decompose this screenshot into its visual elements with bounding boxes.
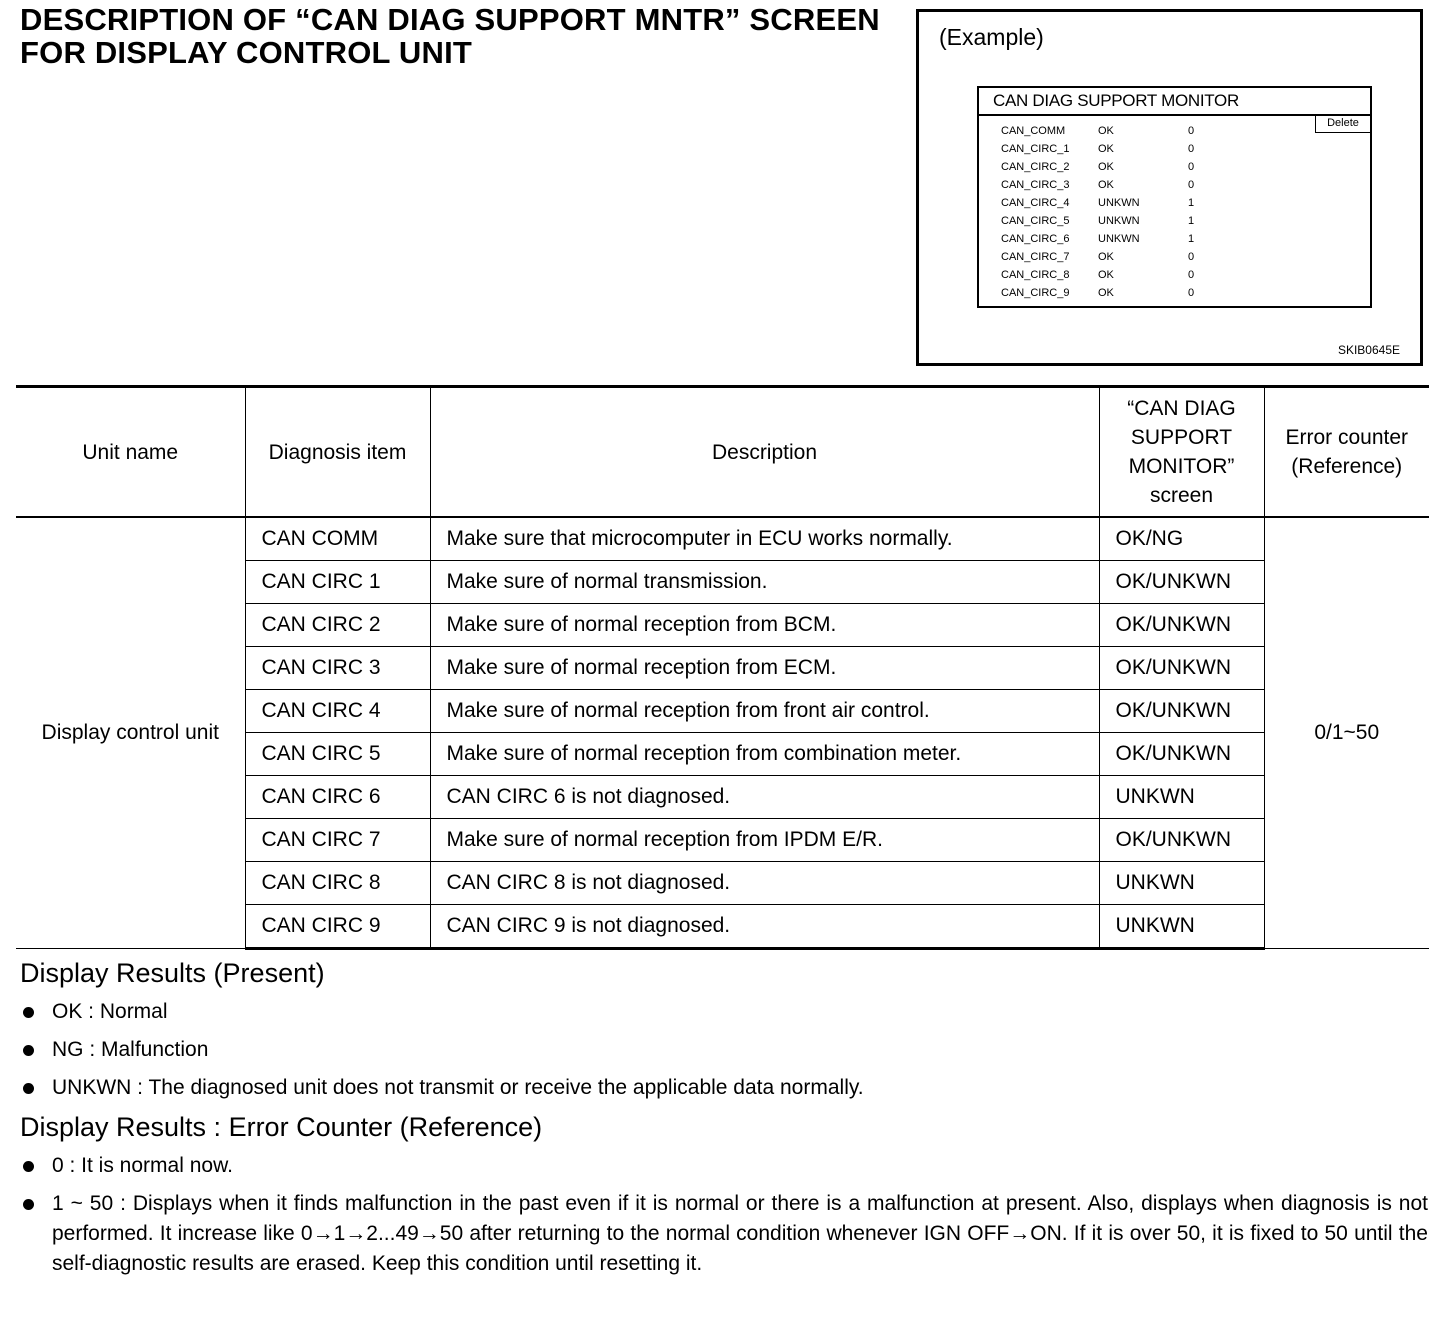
monitor-screen-cell: OK/UNKWN bbox=[1099, 647, 1264, 690]
monitor-row-count: 0 bbox=[1188, 125, 1195, 137]
monitor-row-count: 0 bbox=[1188, 161, 1195, 173]
monitor-row-name: CAN_CIRC_6 bbox=[1001, 233, 1070, 245]
description-cell: Make sure of normal reception from IPDM E/R. bbox=[430, 819, 1099, 862]
header-error-counter bbox=[1264, 387, 1429, 518]
figure-code: SKIB0645E bbox=[1337, 343, 1400, 357]
monitor-row-status: OK bbox=[1098, 287, 1114, 299]
header-counter-line: Error counter bbox=[1285, 426, 1409, 449]
monitor-row-count: 1 bbox=[1188, 215, 1195, 227]
monitor-row-status: OK bbox=[1098, 161, 1114, 173]
monitor-rows bbox=[1001, 122, 1208, 302]
bullet-text: 1 ~ 50 : Displays when it finds malfunction in the past even if it is normal or there is a malfunction at present. Also, displays when diagnosis is not performed. It increase like 0→1→2...49→50 after returning to the normal condition whenever IGN OFF→ON. If it is over 50, it is fixed to 50 until the self-diagnostic results are erased. Keep this condition until resetting it. bbox=[52, 1192, 1428, 1275]
monitor-row-count: 0 bbox=[1188, 179, 1195, 191]
diagnosis-item-cell: CAN CIRC 8 bbox=[245, 862, 430, 905]
description-cell: CAN CIRC 8 is not diagnosed. bbox=[430, 862, 1099, 905]
monitor-screen-cell: UNKWN bbox=[1099, 776, 1264, 819]
diagnosis-item-cell: CAN CIRC 3 bbox=[245, 647, 430, 690]
bullet-dot-icon bbox=[23, 1161, 34, 1172]
header-counter-line: (Reference) bbox=[1291, 455, 1403, 478]
monitor-row-name: CAN_CIRC_1 bbox=[1001, 143, 1070, 155]
monitor-row-status: OK bbox=[1098, 179, 1114, 191]
header-diagnosis-item: Diagnosis item bbox=[245, 387, 430, 518]
monitor-row bbox=[1001, 212, 1208, 230]
monitor-row bbox=[1001, 284, 1208, 302]
header-monitor-screen bbox=[1099, 387, 1264, 518]
monitor-screen-cell: UNKWN bbox=[1099, 905, 1264, 949]
monitor-row-name: CAN_CIRC_5 bbox=[1001, 215, 1070, 227]
bullet-dot-icon bbox=[23, 1199, 34, 1210]
bullet-text: 0 : It is normal now. bbox=[52, 1154, 233, 1177]
bullet-text: UNKWN : The diagnosed unit does not transmit or receive the applicable data normally. bbox=[52, 1076, 864, 1099]
monitor-row-count: 0 bbox=[1188, 143, 1195, 155]
description-cell: Make sure of normal reception from combination meter. bbox=[430, 733, 1099, 776]
monitor-screen-cell: UNKWN bbox=[1099, 862, 1264, 905]
diagnosis-item-cell: CAN CIRC 7 bbox=[245, 819, 430, 862]
bullet-text: OK : Normal bbox=[52, 1000, 168, 1023]
monitor-screen-cell: OK/UNKWN bbox=[1099, 733, 1264, 776]
header-description: Description bbox=[430, 387, 1099, 518]
example-figure bbox=[916, 9, 1423, 366]
bullet-item bbox=[20, 1189, 1428, 1279]
monitor-row-status: OK bbox=[1098, 269, 1114, 281]
description-cell: Make sure of normal reception from front air control. bbox=[430, 690, 1099, 733]
monitor-row-status: OK bbox=[1098, 125, 1114, 137]
monitor-row-name: CAN_CIRC_8 bbox=[1001, 269, 1070, 281]
description-cell: Make sure that microcomputer in ECU works normally. bbox=[430, 517, 1099, 561]
monitor-row bbox=[1001, 176, 1208, 194]
description-cell: Make sure of normal reception from ECM. bbox=[430, 647, 1099, 690]
monitor-row-count: 0 bbox=[1188, 251, 1195, 263]
bullet-item bbox=[20, 1035, 1428, 1065]
bullet-dot-icon bbox=[23, 1045, 34, 1056]
monitor-row-status: UNKWN bbox=[1098, 215, 1140, 227]
results-section bbox=[20, 955, 1428, 1279]
monitor-screen-cell: OK/NG bbox=[1099, 517, 1264, 561]
diagnosis-item-cell: CAN CIRC 2 bbox=[245, 604, 430, 647]
can-diag-monitor-screen bbox=[977, 86, 1372, 308]
diagnosis-table bbox=[16, 385, 1429, 950]
monitor-row-name: CAN_CIRC_4 bbox=[1001, 197, 1070, 209]
delete-button[interactable]: Delete bbox=[1315, 114, 1370, 133]
diagnosis-item-cell: CAN CIRC 9 bbox=[245, 905, 430, 949]
monitor-screen-cell: OK/UNKWN bbox=[1099, 604, 1264, 647]
diagnosis-item-cell: CAN CIRC 4 bbox=[245, 690, 430, 733]
monitor-row-count: 1 bbox=[1188, 233, 1195, 245]
error-counter-cell: 0/1~50 bbox=[1264, 517, 1429, 949]
monitor-screen-cell: OK/UNKWN bbox=[1099, 561, 1264, 604]
monitor-row-status: OK bbox=[1098, 143, 1114, 155]
table-header-row bbox=[16, 387, 1429, 518]
diagnosis-item-cell: CAN COMM bbox=[245, 517, 430, 561]
monitor-screen-cell: OK/UNKWN bbox=[1099, 819, 1264, 862]
monitor-row bbox=[1001, 194, 1208, 212]
description-cell: Make sure of normal reception from BCM. bbox=[430, 604, 1099, 647]
example-label: (Example) bbox=[939, 24, 1044, 50]
description-cell: CAN CIRC 9 is not diagnosed. bbox=[430, 905, 1099, 949]
monitor-row bbox=[1001, 248, 1208, 266]
results-counter-heading: Display Results : Error Counter (Reference) bbox=[20, 1112, 543, 1142]
monitor-screen-title: CAN DIAG SUPPORT MONITOR bbox=[979, 88, 1370, 116]
monitor-row bbox=[1001, 122, 1208, 140]
monitor-screen-cell: OK/UNKWN bbox=[1099, 690, 1264, 733]
monitor-row-name: CAN_CIRC_9 bbox=[1001, 287, 1070, 299]
header-monitor-line: screen bbox=[1149, 484, 1214, 507]
bullet-item bbox=[20, 1073, 1428, 1103]
page-title-line-2: FOR DISPLAY CONTROL UNIT bbox=[20, 35, 473, 70]
monitor-row bbox=[1001, 140, 1208, 158]
monitor-row-status: OK bbox=[1098, 251, 1114, 263]
monitor-row-status: UNKWN bbox=[1098, 197, 1140, 209]
description-cell: CAN CIRC 6 is not diagnosed. bbox=[430, 776, 1099, 819]
bullet-item bbox=[20, 997, 1428, 1027]
diagnosis-item-cell: CAN CIRC 5 bbox=[245, 733, 430, 776]
page-title-line-1: DESCRIPTION OF “CAN DIAG SUPPORT MNTR” SCREEN bbox=[20, 2, 880, 37]
monitor-row-name: CAN_CIRC_3 bbox=[1001, 179, 1070, 191]
monitor-row-count: 1 bbox=[1188, 197, 1195, 209]
bullet-text: NG : Malfunction bbox=[52, 1038, 209, 1061]
table-row bbox=[16, 517, 1429, 561]
header-unit-name: Unit name bbox=[16, 387, 245, 518]
diagnosis-item-cell: CAN CIRC 6 bbox=[245, 776, 430, 819]
monitor-row-status: UNKWN bbox=[1098, 233, 1140, 245]
header-monitor-line: SUPPORT bbox=[1130, 426, 1233, 449]
monitor-row bbox=[1001, 266, 1208, 284]
monitor-row-count: 0 bbox=[1188, 287, 1195, 299]
unit-name-cell: Display control unit bbox=[16, 517, 245, 949]
description-cell: Make sure of normal transmission. bbox=[430, 561, 1099, 604]
monitor-row-name: CAN_COMM bbox=[1001, 125, 1066, 137]
monitor-row bbox=[1001, 158, 1208, 176]
results-present-heading: Display Results (Present) bbox=[20, 958, 325, 988]
bullet-dot-icon bbox=[23, 1083, 34, 1094]
monitor-row bbox=[1001, 230, 1208, 248]
bullet-dot-icon bbox=[23, 1007, 34, 1018]
page-title bbox=[20, 3, 910, 69]
diagnosis-item-cell: CAN CIRC 1 bbox=[245, 561, 430, 604]
monitor-row-name: CAN_CIRC_7 bbox=[1001, 251, 1070, 263]
header-monitor-line: “CAN DIAG bbox=[1127, 397, 1236, 420]
monitor-row-count: 0 bbox=[1188, 269, 1195, 281]
monitor-row-name: CAN_CIRC_2 bbox=[1001, 161, 1070, 173]
bullet-item bbox=[20, 1151, 1428, 1181]
header-monitor-line: MONITOR” bbox=[1128, 455, 1235, 478]
